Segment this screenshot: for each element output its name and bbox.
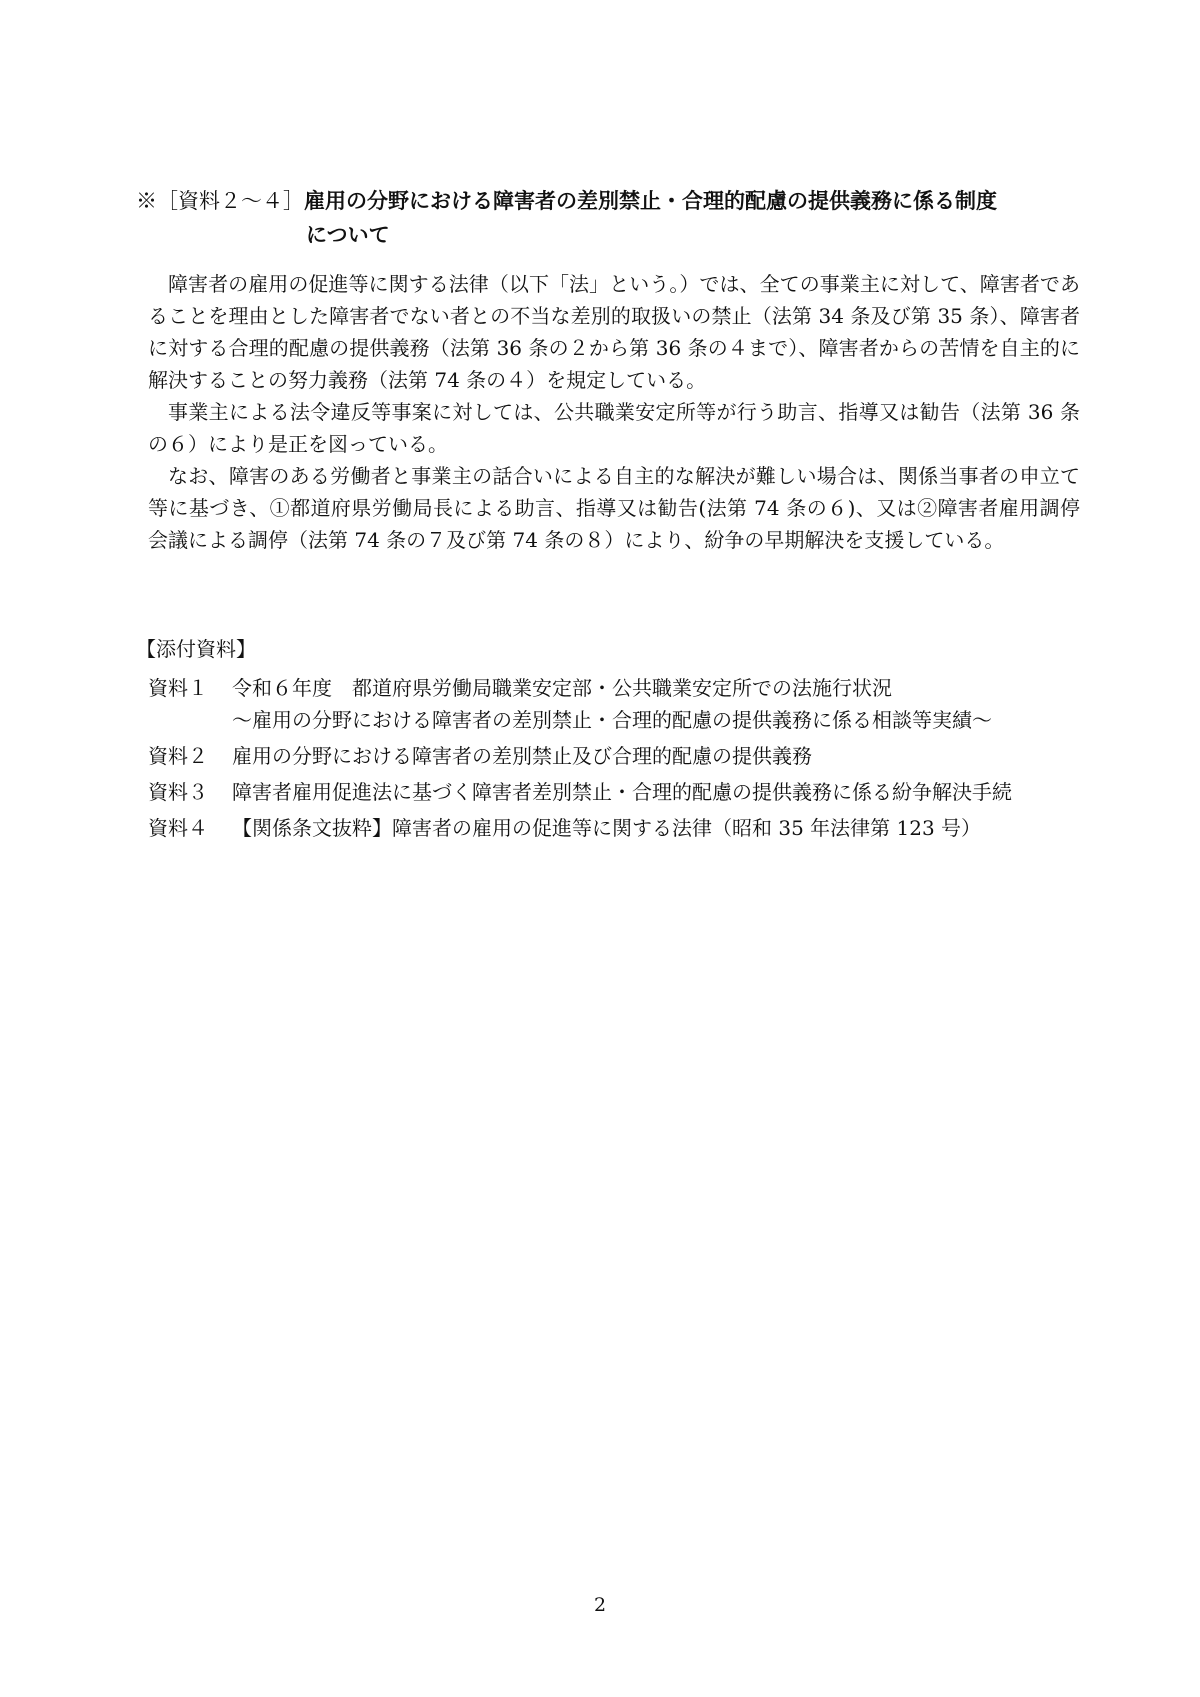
attachment-description [232, 740, 1098, 772]
paragraph-enforcement: 事業主による法令違反等事案に対しては、公共職業安定所等が行う助言、指導又は勧告（法第 36 条の６）により是正を図っている。 [148, 400, 1080, 456]
attachment-label: 資料１ [148, 676, 208, 700]
attachment-description [232, 812, 1098, 844]
attachment-title: 【関係条文抜粋】障害者の雇用の促進等に関する法律（昭和 35 年法律第 123 号） [232, 816, 982, 840]
attachment-description [232, 672, 1098, 736]
attachment-title: 障害者雇用促進法に基づく障害者差別禁止・合理的配慮の提供義務に係る紛争解決手続 [232, 780, 1012, 804]
section-heading [136, 184, 1076, 252]
attachment-title: 令和６年度 都道府県労働局職業安定部・公共職業安定所での法施行状況 [232, 676, 892, 700]
attachments-heading: 【添付資料】 [136, 637, 256, 661]
heading-title-continuation: について [306, 223, 390, 247]
heading-marker: ※［資料２～４］ [136, 189, 304, 213]
attachment-item-4 [148, 812, 1098, 844]
attachment-label: 資料４ [148, 816, 208, 840]
attachment-title: 雇用の分野における障害者の差別禁止及び合理的配慮の提供義務 [232, 744, 812, 768]
attachment-subtitle: ～雇用の分野における障害者の差別禁止・合理的配慮の提供義務に係る相談等実績～ [232, 708, 992, 732]
paragraph-dispute-resolution: なお、障害のある労働者と事業主の話合いによる自主的な解決が難しい場合は、関係当事者の申立て等に基づき、①都道府県労働局長による助言、指導又は勧告(法第 74 条の６)、又は②障害者雇用調停会議による調停（法第 74 条の７及び第 74 条の８）により、紛争の早期解決を支援している。 [148, 464, 1080, 552]
body-text [148, 268, 1080, 556]
attachment-label: 資料２ [148, 744, 208, 768]
attachment-item-2 [148, 740, 1098, 772]
attachment-description [232, 776, 1098, 808]
heading-title: 雇用の分野における障害者の差別禁止・合理的配慮の提供義務に係る制度 [304, 189, 997, 213]
attachment-item-1 [148, 672, 1098, 736]
attachment-label: 資料３ [148, 780, 208, 804]
page-number: 2 [593, 1594, 607, 1616]
attachments-list [148, 672, 1098, 848]
attachment-item-3 [148, 776, 1098, 808]
paragraph-legal-provisions: 障害者の雇用の促進等に関する法律（以下「法」という。）では、全ての事業主に対して、障害者であることを理由とした障害者でない者との不当な差別的取扱いの禁止（法第 34 条及び第 35 条）、障害者に対する合理的配慮の提供義務（法第 36 条の２から第 36 条の４まで）、障害者からの苦情を自主的に解決することの努力義務（法第 74 条の４）を規定している。 [148, 272, 1080, 392]
